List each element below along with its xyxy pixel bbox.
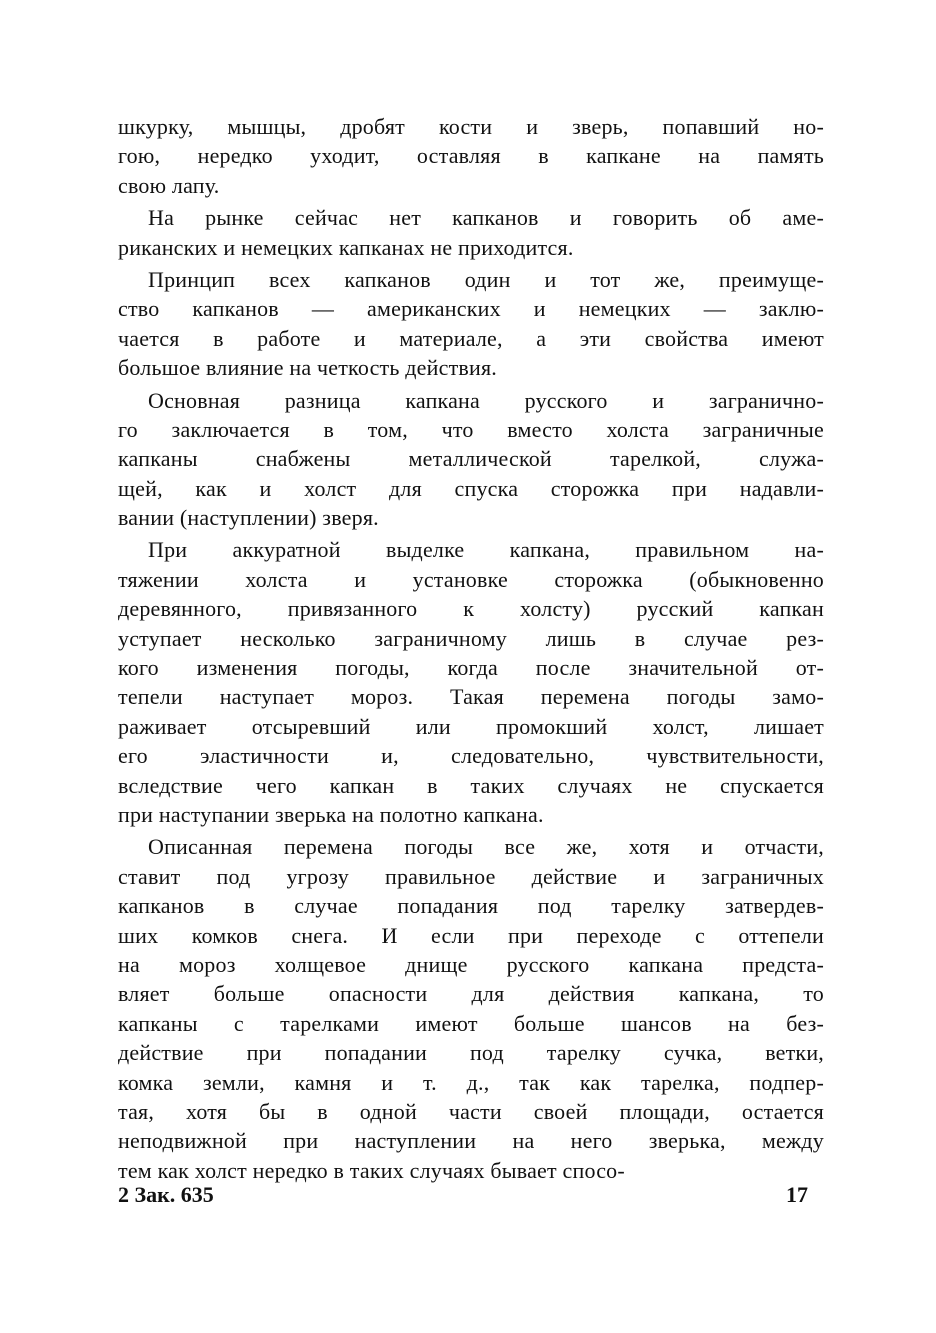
text-line: тем как холст нередко в таких случаях бывает спосо-	[118, 1157, 625, 1183]
text-line: его эластичности и, следовательно, чувствительности,	[118, 743, 824, 769]
paragraph	[118, 535, 824, 829]
paragraph	[118, 386, 824, 533]
body-text	[118, 112, 824, 1185]
text-line: неподвижной при наступлении на него зверька, между	[118, 1128, 824, 1154]
text-line: действие при попадании под тарелку сучка, ветки,	[118, 1040, 824, 1066]
text-line: капканов в случае попадания под тарелку затвердев-	[118, 893, 824, 919]
text-line: вляет больше опасности для действия капкана, то	[118, 981, 824, 1007]
paragraph	[118, 265, 824, 383]
text-line: капканы с тарелками имеют больше шансов на без-	[118, 1010, 824, 1036]
text-line: Описанная перемена погоды все же, хотя и отчасти,	[148, 834, 824, 860]
text-line: раживает отсыревший или промокший холст, лишает	[118, 713, 824, 739]
text-line: риканских и немецких капканах не приходится.	[118, 234, 574, 260]
text-line: На рынке сейчас нет капканов и говорить об аме-	[148, 205, 824, 231]
text-line: большое влияние на четкость действия.	[118, 355, 497, 381]
text-line: ставит под угрозу правильное действие и заграничных	[118, 863, 824, 889]
text-line: Основная разница капкана русского и загранично-	[148, 387, 824, 413]
text-line: вании (наступлении) зверя.	[118, 505, 379, 531]
paragraph	[118, 832, 824, 1185]
text-line: вследствие чего капкан в таких случаях не спускается	[118, 772, 824, 798]
paragraph	[118, 203, 824, 262]
text-line: деревянного, привязанного к холсту) русский капкан	[118, 596, 824, 622]
text-line: при наступании зверька на полотно капкана.	[118, 801, 544, 827]
text-line: тяжении холста и установке сторожка (обыкновенно	[118, 566, 824, 592]
text-line: комка земли, камня и т. д., так как тарелка, подпер-	[118, 1069, 824, 1095]
text-line: тепели наступает мороз. Такая перемена погоды замо-	[118, 684, 824, 710]
text-line: кого изменения погоды, когда после значительной от-	[118, 655, 824, 681]
text-line: чается в работе и материале, а эти свойства имеют	[118, 325, 824, 351]
text-line: на мороз холщевое днище русского капкана предста-	[118, 951, 824, 977]
text-line: го заключается в том, что вместо холста заграничные	[118, 416, 824, 442]
paragraph	[118, 112, 824, 200]
text-line: щей, как и холст для спуска сторожка при надавли-	[118, 475, 824, 501]
text-line: Принцип всех капканов один и тот же, преимуще-	[148, 266, 824, 292]
text-line: ство капканов — американских и немецких — заклю-	[118, 296, 824, 322]
text-line: тая, хотя бы в одной части своей площади, остается	[118, 1098, 824, 1124]
text-line: шкурку, мышцы, дробят кости и зверь, попавший но-	[118, 114, 824, 139]
printing-signature: 2 Зак. 635	[118, 1182, 214, 1207]
text-line: свою лапу.	[118, 172, 220, 198]
text-line: уступает несколько заграничному лишь в случае рез-	[118, 625, 824, 651]
text-line: гою, нередко уходит, оставляя в капкане на память	[118, 143, 824, 169]
text-line: ших комков снега. И если при переходе с оттепели	[118, 922, 824, 948]
text-line: При аккуратной выделке капкана, правильном на-	[148, 537, 824, 563]
page-footer	[118, 1180, 824, 1210]
page-number: 17	[786, 1182, 808, 1207]
text-line: капканы снабжены металлической тарелкой, служа-	[118, 446, 824, 472]
